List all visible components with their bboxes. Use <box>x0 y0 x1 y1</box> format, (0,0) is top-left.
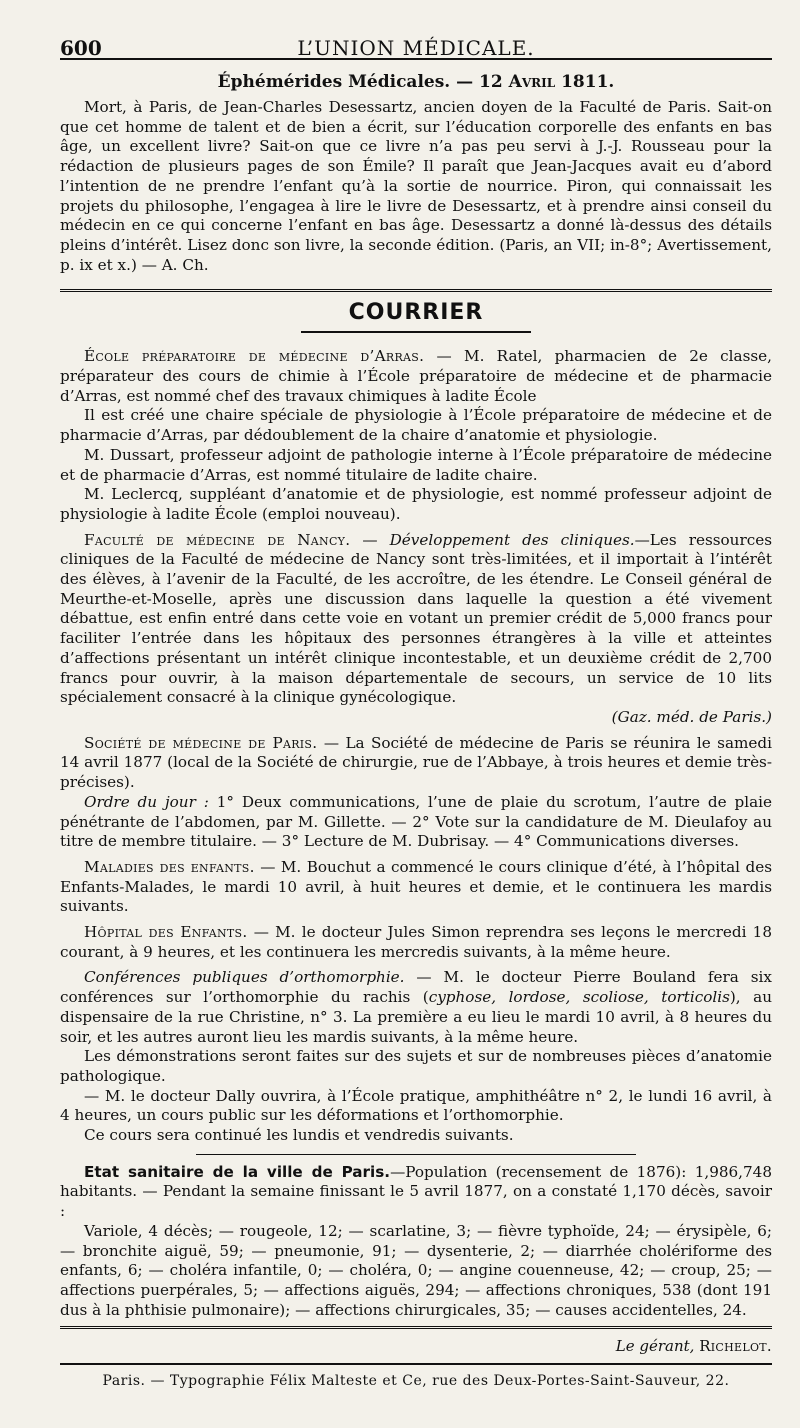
conferences-list: cyphose, lordose, scoliose, torticolis <box>428 988 730 1007</box>
maladies-heading: Maladies des enfants. <box>84 857 255 876</box>
arras-paragraph-1 <box>60 347 772 406</box>
etat-paragraph-2: Variole, 4 décès; — rougeole, 12; — scarlatine, 3; — fièvre typhoïde, 24; — érysipèle, 6; — bronchite aiguë, 59; — pneumonie, 91; — dysenterie, 2; — diarrhée cholériforme des enfants, 6; — choléra infantile, 0; — choléra, 0; — angine couenneuse, 42; — croup, 25; — affections puerpérales, 5; — affections aiguës, 294; — affections chroniques, 538 (dont 191 dus à la phthisie pulmonaire); — affections chirurgicales, 35; — causes accidentelles, 24. <box>60 1221 772 1319</box>
courrier-title: COURRIER <box>348 300 484 326</box>
ordre-du-jour <box>60 793 772 852</box>
hopital-text: — M. le docteur Jules Simon reprendra ses leçons le mercredi 18 courant, à 9 heures, et les continuera les mercredis suivants, à la même heure. <box>60 923 772 961</box>
nancy-paragraph: Faculté de médecine de Nancy. — Développement des cliniques.—Les ressources cliniques de la Faculté de médecine de Nancy sont très-limitées, et il importait à l’intérêt des élèves, à l’avenir de la Faculté, de les accroître, de les étendre. Le Conseil général de Meurthe-et-Moselle, après une discussion dans laquelle la question a été vivement débattue, est enfin entré dans cette voie en votant un premier crédit de 5,000 francs pour faciliter l’entrée dans les hôpitaux des personnes étrangères à la ville et atteintes d’affections présentant un intérêt clinique incontestable, et un deuxième crédit de 2,700 francs pour ouvrir, à la maison départementale de secours, un service de 10 lits spécialement consacré à la clinique gynécologique. <box>60 530 773 707</box>
nancy-text: —Les ressources cliniques de la Faculté de médecine de Nancy sont très-limitées, et il importait à l’intérêt des élèves, à l’avenir de la Faculté, de les accroître, de les étendre. Le Conseil général de Meurthe-et-Moselle, après une discussion dans laquelle la question a été vivement débattue, est enfin entré dans cette voie en votant un premier crédit de 5,000 francs pour faciliter l’entrée dans les hôpitaux des personnes étrangères à la ville et atteintes d’affections présentant un intérêt clinique incontestable, et un deuxième crédit de 2,700 francs pour ouvrir, à la maison départementale de secours, un service de 10 lits spécialement consacré à la clinique gynécologique. <box>60 530 773 707</box>
conferences-paragraph-2: Les démonstrations seront faites sur des sujets et sur de nombreuses pièces d’anatomie pathologique. <box>60 1047 772 1085</box>
ordre-label: Ordre du jour : <box>84 792 209 811</box>
printer-line: Paris. — Typographie Félix Malteste et Ce, rue des Deux-Portes-Saint-Sauveur, 22. <box>102 1373 730 1390</box>
conferences-text-1: — M. le docteur Pierre Bouland fera six conférences sur l’orthomorphie du rachis ( <box>60 968 772 1007</box>
societe-text: — La Société de médecine de Paris se réunira le samedi 14 avril 1877 (local de la Société de chirurgie, rue de l’Abbaye, à trois heures et demie très-précises). <box>60 733 772 792</box>
hopital-paragraph <box>60 923 772 962</box>
nancy-source-text: (Gaz. méd. de Paris.) <box>611 707 772 726</box>
printer-rule <box>60 1363 772 1365</box>
page-header <box>60 0 772 58</box>
gerant-name: Richelot. <box>699 1337 772 1356</box>
nancy-heading: Faculté de médecine de Nancy. <box>84 530 351 549</box>
conferences-paragraph-3: — M. le docteur Dally ouvrira, à l’École pratique, amphithéâtre n° 2, le lundi 16 avril, à 4 heures, un cours public sur les déformations et l’orthomorphie. <box>60 1086 772 1125</box>
maladies-text: — M. Bouchut a commencé le cours clinique d’été, à l’hôpital des Enfants-Malades, le mardi 10 avril, à huit heures et demie, et le continuera les mardis suivants. <box>60 857 772 916</box>
ordre-text: 1° Deux communications, l’une de plaie du scrotum, l’autre de plaie pénétrante de l’abdomen, par M. Gillette. — 2° Vote sur la candidature de M. Dieulafoy au titre de membre titulaire. — 3° Lecture de M. Dubrisay. — 4° Communications diverses. <box>60 792 772 851</box>
etat-heading: Etat sanitaire de la ville de Paris. <box>84 1162 391 1181</box>
societe-paragraph <box>60 734 772 793</box>
gerant-label: Le gérant, <box>615 1337 695 1356</box>
arras-text-1: — M. Ratel, pharmacien de 2e classe, préparateur des cours de chimie à l’École préparatoire de médecine et de pharmacie d’Arras, est nommé chef des travaux chimiques à ladite École <box>60 347 772 405</box>
arras-paragraph-2: Il est créé une chaire spéciale de physiologie à l’École préparatoire de médecine et de pharmacie d’Arras, par dédoublement de la chaire d’anatomie et physiologie. <box>60 406 772 445</box>
running-title: L’UNION MÉDICALE. <box>297 36 535 60</box>
etat-paragraph-1 <box>60 1163 772 1222</box>
societe-heading: Société de médecine de Paris. <box>84 733 318 752</box>
arras-paragraph-4: M. Leclercq, suppléant d’anatomie et de physiologie, est nommé professeur adjoint de physiologie à ladite École (emploi nouveau). <box>60 485 772 523</box>
etat-text-1: —Population (recensement de 1876): 1,986,748 habitants. — Pendant la semaine finissant le 5 avril 1877, on a constaté 1,170 décès, savoir : <box>60 1162 772 1221</box>
ephemerides-date: — 12 Avril 1811. <box>456 72 615 92</box>
page-number: 600 <box>60 36 102 60</box>
conferences-text-2: ), au dispensaire de la rue Christine, n° 3. La première a eu lieu le mardi 10 avril, à 8 heures du soir, et les autres auront lieu les mardis suivants, à la même heure. <box>60 988 772 1046</box>
etat-divider <box>196 1154 636 1155</box>
gerant-signature <box>60 1337 772 1355</box>
nancy-subheading: Développement des cliniques. <box>389 530 635 549</box>
footer-divider <box>60 1326 772 1329</box>
conferences-heading: Conférences publiques d’orthomorphie. <box>84 968 405 987</box>
maladies-paragraph <box>60 858 772 917</box>
section-divider <box>60 289 772 292</box>
ephemerides-text: Mort, à Paris, de Jean-Charles Desessartz, ancien doyen de la Faculté de Paris. Sait-on que cet homme de talent et de bien a écrit, sur l’éducation corporelle des enfants en bas âge, un excellent livre? Sait-on que ce livre n’a pas peu servi à J.-J. Rousseau pour la rédaction de plusieurs pages de son Émile? Il paraît que Jean-Jacques avait eu d’abord l’intention de ne prendre l’enfant qu’à la sortie de nourrice. Piron, qui connaissait les projets du philosophe, l’engagea à lire le livre de Desessartz, et à prendre ainsi conseil du médecin en ce qui concerne l’enfant en bas âge. Desessartz a donné là-dessus des détails pleins d’intérêt. Lisez donc son livre, la seconde édition. (Paris, an VII; in-8°; Avertissement, p. ix et x.) — A. Ch. <box>60 98 772 274</box>
arras-heading: École préparatoire de médecine d’Arras. <box>84 347 425 366</box>
ephemerides-heading <box>60 72 772 92</box>
courrier-underline <box>301 331 531 333</box>
conferences-paragraph-4: Ce cours sera continué les lundis et vendredis suivants. <box>84 1126 514 1145</box>
hopital-heading: Hôpital des Enfants. <box>84 923 248 942</box>
conferences-paragraph <box>60 968 772 1047</box>
nancy-source <box>60 708 772 728</box>
arras-paragraph-3: M. Dussart, professeur adjoint de pathologie interne à l’École préparatoire de médecine et de pharmacie d’Arras, est nommé titulaire de ladite chaire. <box>60 445 772 484</box>
ephemerides-title: Éphémérides Médicales. <box>217 72 451 92</box>
